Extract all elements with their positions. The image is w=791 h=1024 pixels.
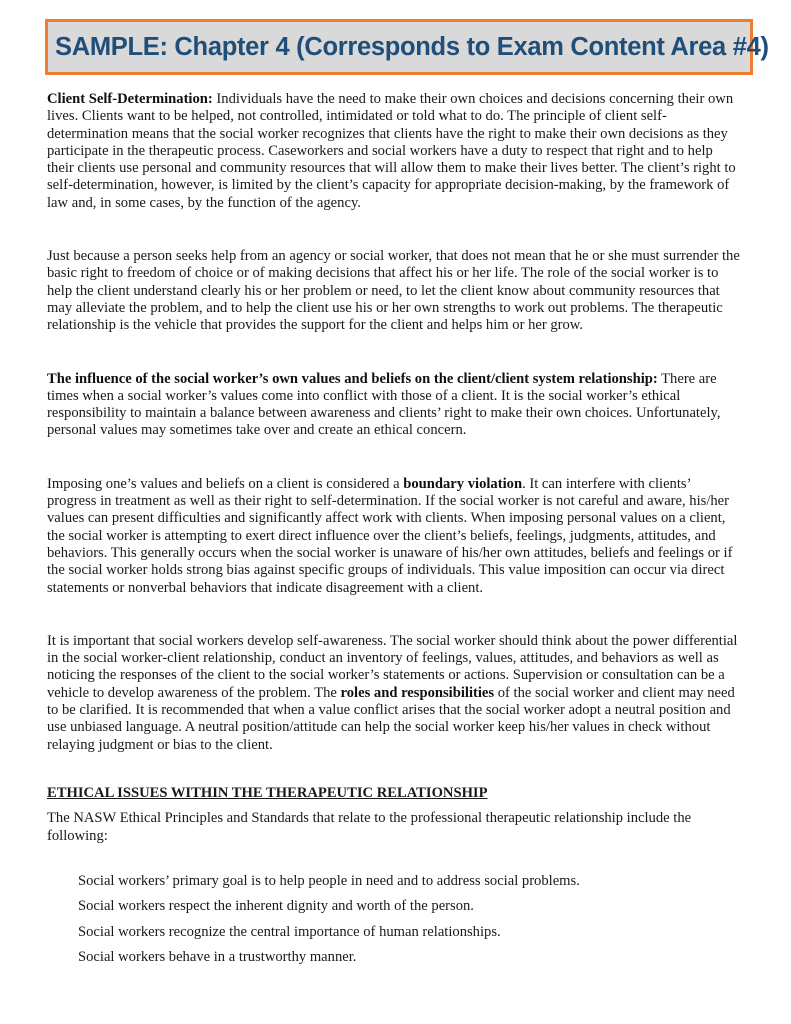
paragraph-text: Individuals have the need to make their own choices and decisions concerning their own lives. Clients want to be helped, not controlled, intimidated or told what to do. The principle of client self-determination means that the social worker recognizes that clients have the right to make their own decisions as they participate in the therapeutic process. Caseworkers and social workers have a duty to respect that right and to help their clients use personal and community resources that will allow them to make their lives better. The client’s right to self-determination, however, is limited by the client’s capacity for appropriate decision-making, by the framework of law and, in some cases, by the function of the agency. — [47, 91, 736, 211]
spacer — [47, 802, 743, 810]
chapter-title: SAMPLE: Chapter 4 (Corresponds to Exam Content Area #4) — [55, 32, 769, 61]
term-influence-of-values: The influence of the social worker’s own values and beliefs on the client/client system relationship: — [47, 370, 658, 387]
spacer — [47, 754, 743, 785]
list-item: Social workers respect the inherent dignity and worth of the person. — [78, 898, 474, 915]
section-intro: The NASW Ethical Principles and Standards that relate to the professional therapeutic relationship include the following: — [47, 810, 692, 844]
paragraph-text: . It can interfere with clients’ progress in treatment as well as their right to self-determination. If the social worker is not careful and aware, his/her values can present difficulties and significantly affect work with clients. When imposing personal values on a client, the social worker is attempting to exert direct influence over the client’s beliefs, feelings, judgments, attitudes, and behaviors. This generally occurs when the social worker is unaware of his/her own attitudes, beliefs and feelings or if the social worker holds strong bias against specific groups of individuals. This value imposition can occur via direct statements or nonverbal behaviors that indicate disagreement with a client. — [47, 475, 733, 596]
paragraph-text: Imposing one’s values and beliefs on a client is considered a — [47, 475, 404, 492]
spacer — [47, 597, 743, 633]
ethical-principles-list — [47, 873, 743, 975]
paragraph-freedom-of-choice — [47, 248, 743, 334]
paragraph-boundary-violation — [47, 476, 743, 597]
spacer — [47, 212, 743, 248]
term-roles-and-responsibilities: roles and responsibilities — [340, 684, 495, 701]
term-boundary-violation: boundary violation — [403, 475, 523, 492]
paragraph-text: There are times when a social worker’s values come into conflict with those of a client. It is the social worker’s ethical responsibility to maintain a balance between awareness and clients’ right to make their own choices. Unfortunately, personal values may sometimes take over and create an ethical concern. — [47, 370, 721, 439]
list-item: Social workers recognize the central importance of human relationships. — [78, 923, 501, 940]
document-body — [47, 91, 743, 975]
paragraph-self-awareness — [47, 633, 743, 754]
spacer — [47, 845, 743, 873]
list-item: Social workers behave in a trustworthy manner. — [78, 949, 357, 966]
list-item: Social workers’ primary goal is to help people in need and to address social problems. — [78, 872, 580, 889]
paragraph-influence-of-values — [47, 371, 743, 440]
term-client-self-determination: Client Self-Determination: — [47, 91, 213, 107]
paragraph-text: Just because a person seeks help from an agency or social worker, that does not mean that he or she must surrender the basic right to freedom of choice or of making decisions that affect his or her life. The role of the social worker is to help the client understand clearly his or her problem or need, to let the client know about community resources that may alleviate the problem, and to help the client use his or her own strengths to work out problems. The therapeutic relationship is the vehicle that provides the support for the client and helps him or her grow. — [47, 248, 740, 334]
paragraph-client-self-determination — [47, 91, 743, 212]
paragraph-text: of the social worker and client may need to be clarified. It is recommended that when a value conflict arises that the social worker adopt a neutral position and use unbiased language. A neutral position/attitude can help the social worker keep his/her values in check without relaying judgment or bias to the client. — [47, 684, 735, 753]
spacer — [47, 335, 743, 371]
spacer — [47, 440, 743, 476]
section-heading-ethical-issues: ETHICAL ISSUES WITHIN THE THERAPEUTIC RELATIONSHIP — [47, 784, 488, 801]
chapter-header-box — [45, 19, 769, 75]
paragraph-text: It is important that social workers develop self-awareness. The social worker should think about the power differential in the social worker-client relationship, conduct an inventory of feelings, values, attitudes, and behaviors as well as noticing the responses of the client to the social worker’s statements or actions. Supervision or consultation can be a vehicle to develop awareness of the problem. The — [47, 632, 738, 701]
